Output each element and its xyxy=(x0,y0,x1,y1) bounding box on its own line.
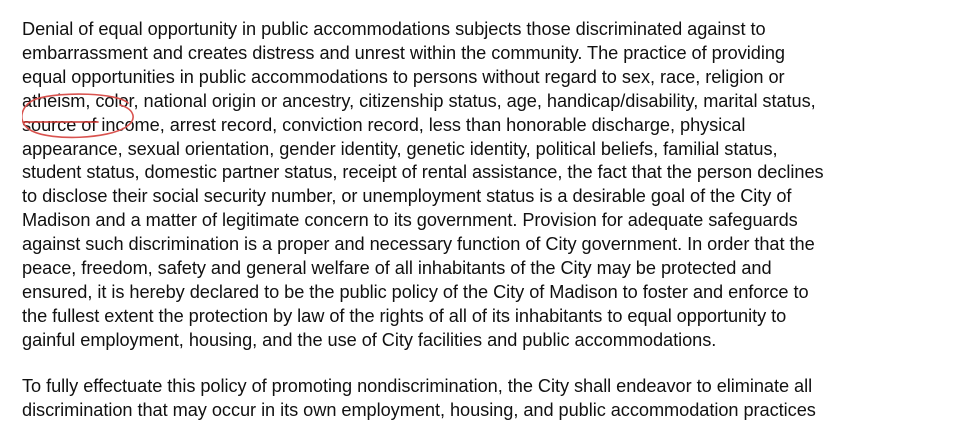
paragraph-2 xyxy=(22,375,972,423)
paragraph-1-line: against such discrimination is a proper and necessary function of City government. In order that the xyxy=(22,234,815,255)
paragraph-1 xyxy=(22,18,972,353)
paragraph-1-line: peace, freedom, safety and general welfare of all inhabitants of the City may be protected and xyxy=(22,258,772,279)
paragraph-1-line: equal opportunities in public accommodations to persons without regard to sex, race, religion or xyxy=(22,66,785,87)
paragraph-2-line: To fully effectuate this policy of promoting nondiscrimination, the City shall endeavor to eliminate all xyxy=(22,375,813,396)
paragraph-1-line: ensured, it is hereby declared to be the public policy of the City of Madison to foster and enforce to xyxy=(22,281,809,302)
paragraph-spacer xyxy=(22,353,972,375)
paragraph-1-line: the fullest extent the protection by law of the rights of all of its inhabitants to equal opportunity to xyxy=(22,305,787,326)
paragraph-1-line: appearance, sexual orientation, gender identity, genetic identity, political beliefs, familial status, xyxy=(22,138,778,159)
paragraph-1-line: embarrassment and creates distress and unrest within the community. The practice of providing xyxy=(22,42,785,63)
paragraph-2-line: discrimination that may occur in its own employment, housing, and public accommodation practices xyxy=(22,399,816,420)
paragraph-1-line: to disclose their social security number, or unemployment status is a desirable goal of the City of xyxy=(22,186,792,207)
paragraph-1-line: Denial of equal opportunity in public accommodations subjects those discriminated against to xyxy=(22,19,766,39)
paragraph-1-line: student status, domestic partner status, receipt of rental assistance, the fact that the person declines xyxy=(22,162,824,183)
paragraph-1-line: source of income, arrest record, conviction record, less than honorable discharge, physical xyxy=(22,114,746,135)
document-body xyxy=(22,18,972,423)
paragraph-1-line: gainful employment, housing, and the use of City facilities and public accommodations. xyxy=(22,329,717,350)
paragraph-1-line: Madison and a matter of legitimate concern to its government. Provision for adequate safeguards xyxy=(22,210,798,231)
paragraph-1-line: atheism, color, national origin or ancestry, citizenship status, age, handicap/disability, marital status, xyxy=(22,90,816,111)
